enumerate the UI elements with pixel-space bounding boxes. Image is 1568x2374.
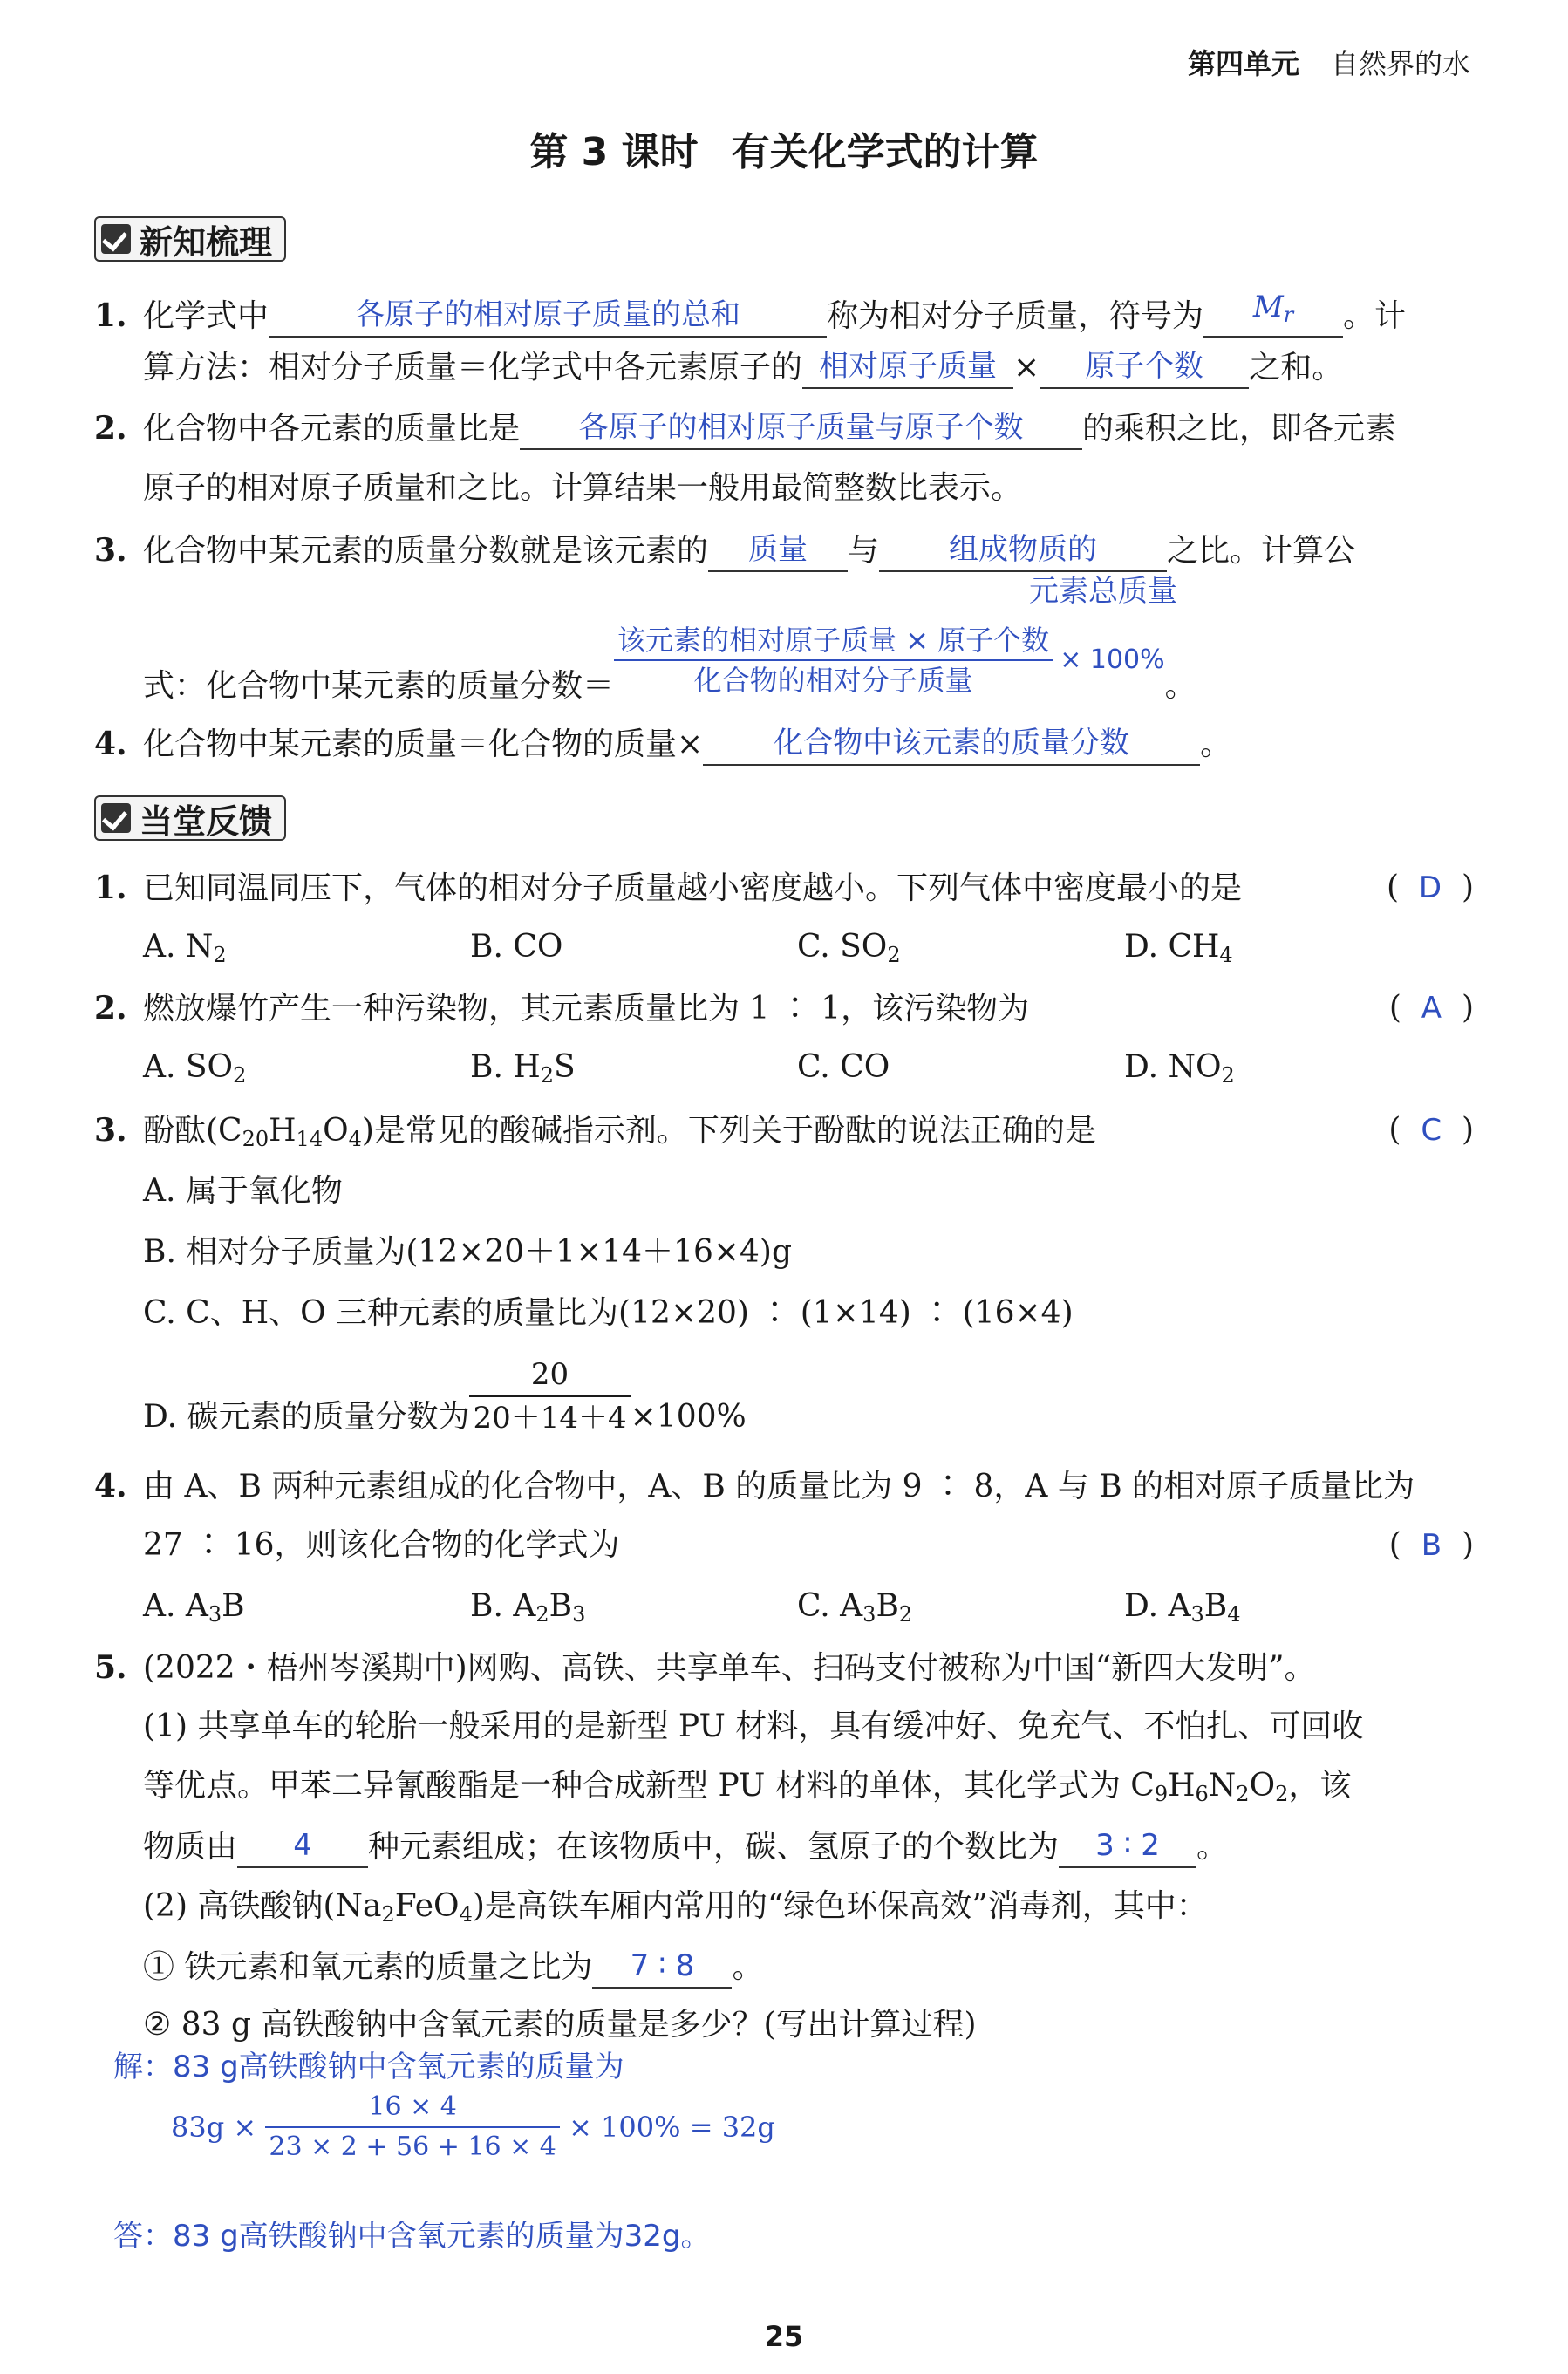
option-c: C. $SO_2$: [797, 929, 901, 967]
option-c: C. CO: [797, 1049, 890, 1085]
answer-blank: $M_r$: [1252, 290, 1294, 327]
answer-blank: 质量: [748, 532, 808, 567]
answer-blank: 原子个数: [1085, 349, 1204, 384]
option-b: B. $A_2B_3$: [470, 1588, 586, 1627]
solution-answer: 答：83 g高铁酸钠中含氧元素的质量为32g。: [113, 2219, 711, 2254]
option-a: A. $SO_2$: [143, 1049, 247, 1088]
choice-answer: B: [1421, 1528, 1442, 1563]
choice-answer: D: [1418, 870, 1442, 905]
q1-line1: 1. 化学式中 各原子的相对原子质量的总和 称为相对分子质量，符号为 $M_r$ 。计: [94, 286, 1474, 338]
lesson-title: 第 3 课时 有关化学式的计算: [529, 130, 1039, 174]
option-d: D. $NO_2$: [1124, 1049, 1235, 1088]
q3-formula-line: 式：化合物中某元素的质量分数＝ $\frac{\text{该元素的相对原子质量 × 原子个数}}{\text{化合物的相对分子质量}}$ × 100%。: [94, 621, 1474, 713]
f3-option-d: D. 碳元素的质量分数为 $\frac{20}{20+14+4}$ ×100%: [94, 1354, 1474, 1439]
checkbox-icon: [101, 803, 131, 833]
f5-line1: 5. (2022・梧州岑溪期中)网购、高铁、共享单车、扫码支付被称为中国“新四大发明”。: [94, 1649, 1316, 1686]
chapter-label: 自然界的水: [1330, 47, 1470, 80]
answer-blank: 各原子的相对原子质量的总和: [355, 297, 741, 332]
f2-options: [94, 1047, 1474, 1096]
section-heading-feedback: 当堂反馈: [94, 795, 286, 841]
f4-stem-line1: 4. 由 A、B 两种元素组成的化合物中，A、B 的质量比为 9 ∶ 8，A 与 B 的相对原子质量比为: [94, 1468, 1415, 1504]
q1-line2: 算方法：相对分子质量＝化学式中各元素原子的 相对原子质量 × 原子个数 之和。: [94, 345, 1474, 389]
section-heading-new-knowledge: 新知梳理: [94, 216, 286, 262]
f3-option-b: B. 相对分子质量为(12×20＋1×14＋16×4)g: [143, 1234, 793, 1270]
option-a: A. $A_3B$: [143, 1588, 245, 1627]
choice-answer: C: [1421, 1113, 1442, 1148]
f5-line6: ① 铁元素和氧元素的质量之比为 7 ∶ 8 。: [94, 1945, 1474, 1989]
f1-stem: 1. 已知同温同压下，气体的相对分子质量越小密度越小。下列气体中密度最小的是 ( D ): [94, 870, 1474, 906]
f3-option-a: A. 属于氧化物: [143, 1173, 343, 1209]
answer-blank: 化合物中该元素的质量分数: [774, 726, 1130, 761]
checkbox-icon: [101, 224, 131, 254]
answer-blank: 组成物质的: [949, 532, 1098, 567]
q2-line2: 原子的相对原子质量和之比。计算结果一般用最简整数比表示。: [143, 470, 1023, 506]
f5-line2: (1) 共享单车的轮胎一般采用的是新型 PU 材料，具有缓冲好、免充气、不怕扎、可回收: [143, 1709, 1364, 1744]
answer-blank: 7 ∶ 8: [630, 1948, 695, 1983]
carbon-fraction: $\frac{20}{20+14+4}$: [469, 1354, 630, 1439]
option-b: B. $H_2S$: [470, 1049, 576, 1088]
f1-options: [94, 926, 1474, 976]
answer-blank-line2: 元素总质量: [1029, 574, 1177, 609]
solution-intro: 解：83 g高铁酸钠中含氧元素的质量为: [113, 2050, 624, 2084]
option-a: A. $N_2$: [143, 929, 227, 967]
option-d: D. $A_3B_4$: [1124, 1588, 1241, 1627]
f5-line7: ② 83 g 高铁酸钠中含氧元素的质量是多少？(写出计算过程): [143, 2007, 977, 2043]
option-c: C. $A_3B_2$: [797, 1588, 913, 1627]
f4-options: [94, 1586, 1474, 1635]
f5-line5: (2) 高铁酸钠$(Na_2FeO_4)$是高铁车厢内常用的“绿色环保高效”消毒剂，其中：: [143, 1888, 1208, 1927]
f2-stem: 2. 燃放爆竹产生一种污染物，其元素质量比为 1 ∶ 1，该污染物为 ( A ): [94, 990, 1474, 1027]
answer-blank: 相对原子质量: [819, 349, 998, 384]
f4-stem-line2: 27 ∶ 16，则该化合物的化学式为 ( B ): [143, 1527, 1474, 1563]
answer-blank: 各原子的相对原子质量与原子个数: [578, 410, 1024, 445]
mass-fraction-formula: $\frac{\text{该元素的相对原子质量 × 原子个数}}{\text{化合物的相对分子质量}}$: [614, 621, 1053, 699]
unit-label: 第四单元: [1187, 47, 1299, 80]
option-b: B. CO: [470, 929, 563, 965]
answer-blank: 3 ∶ 2: [1095, 1828, 1160, 1863]
f3-option-c: C. C、H、O 三种元素的质量比为(12×20) ∶ (1×14) ∶ (16×4): [143, 1295, 1074, 1331]
answer-blank: 4: [293, 1828, 312, 1863]
f3-stem: 3. 酚酞$(C_{20}H_{14}O_4)$是常见的酸碱指示剂。下列关于酚酞的说法正确的是 ( C ): [94, 1112, 1474, 1151]
solution-formula: 83g × $\frac{16 \times 4}{23 \times 2 + 56 + 16 \times 4}$ × 100% = 32g: [171, 2088, 775, 2166]
choice-answer: A: [1421, 991, 1442, 1026]
f5-line3: 等优点。甲苯二异氰酸酯是一种合成新型 PU 材料的单体，其化学式为 $C_9H_6N_2O_2$，该: [143, 1768, 1352, 1806]
option-d: D. $CH_4$: [1124, 929, 1233, 967]
page-number: 25: [764, 2320, 804, 2353]
q4-line: 4. 化合物中某元素的质量＝化合物的质量× 化合物中该元素的质量分数 。: [94, 722, 1474, 766]
f5-line4: 物质由 4 种元素组成；在该物质中，碳、氢原子的个数比为 3 ∶ 2 。: [94, 1825, 1474, 1868]
q2-line1: 2. 化合物中各元素的质量比是 各原子的相对原子质量与原子个数 的乘积之比，即各元素: [94, 406, 1474, 450]
q3-line1: 3. 化合物中某元素的质量分数就是该元素的 质量 与 组成物质的 之比。计算公: [94, 529, 1474, 572]
running-header: [1188, 42, 1470, 82]
